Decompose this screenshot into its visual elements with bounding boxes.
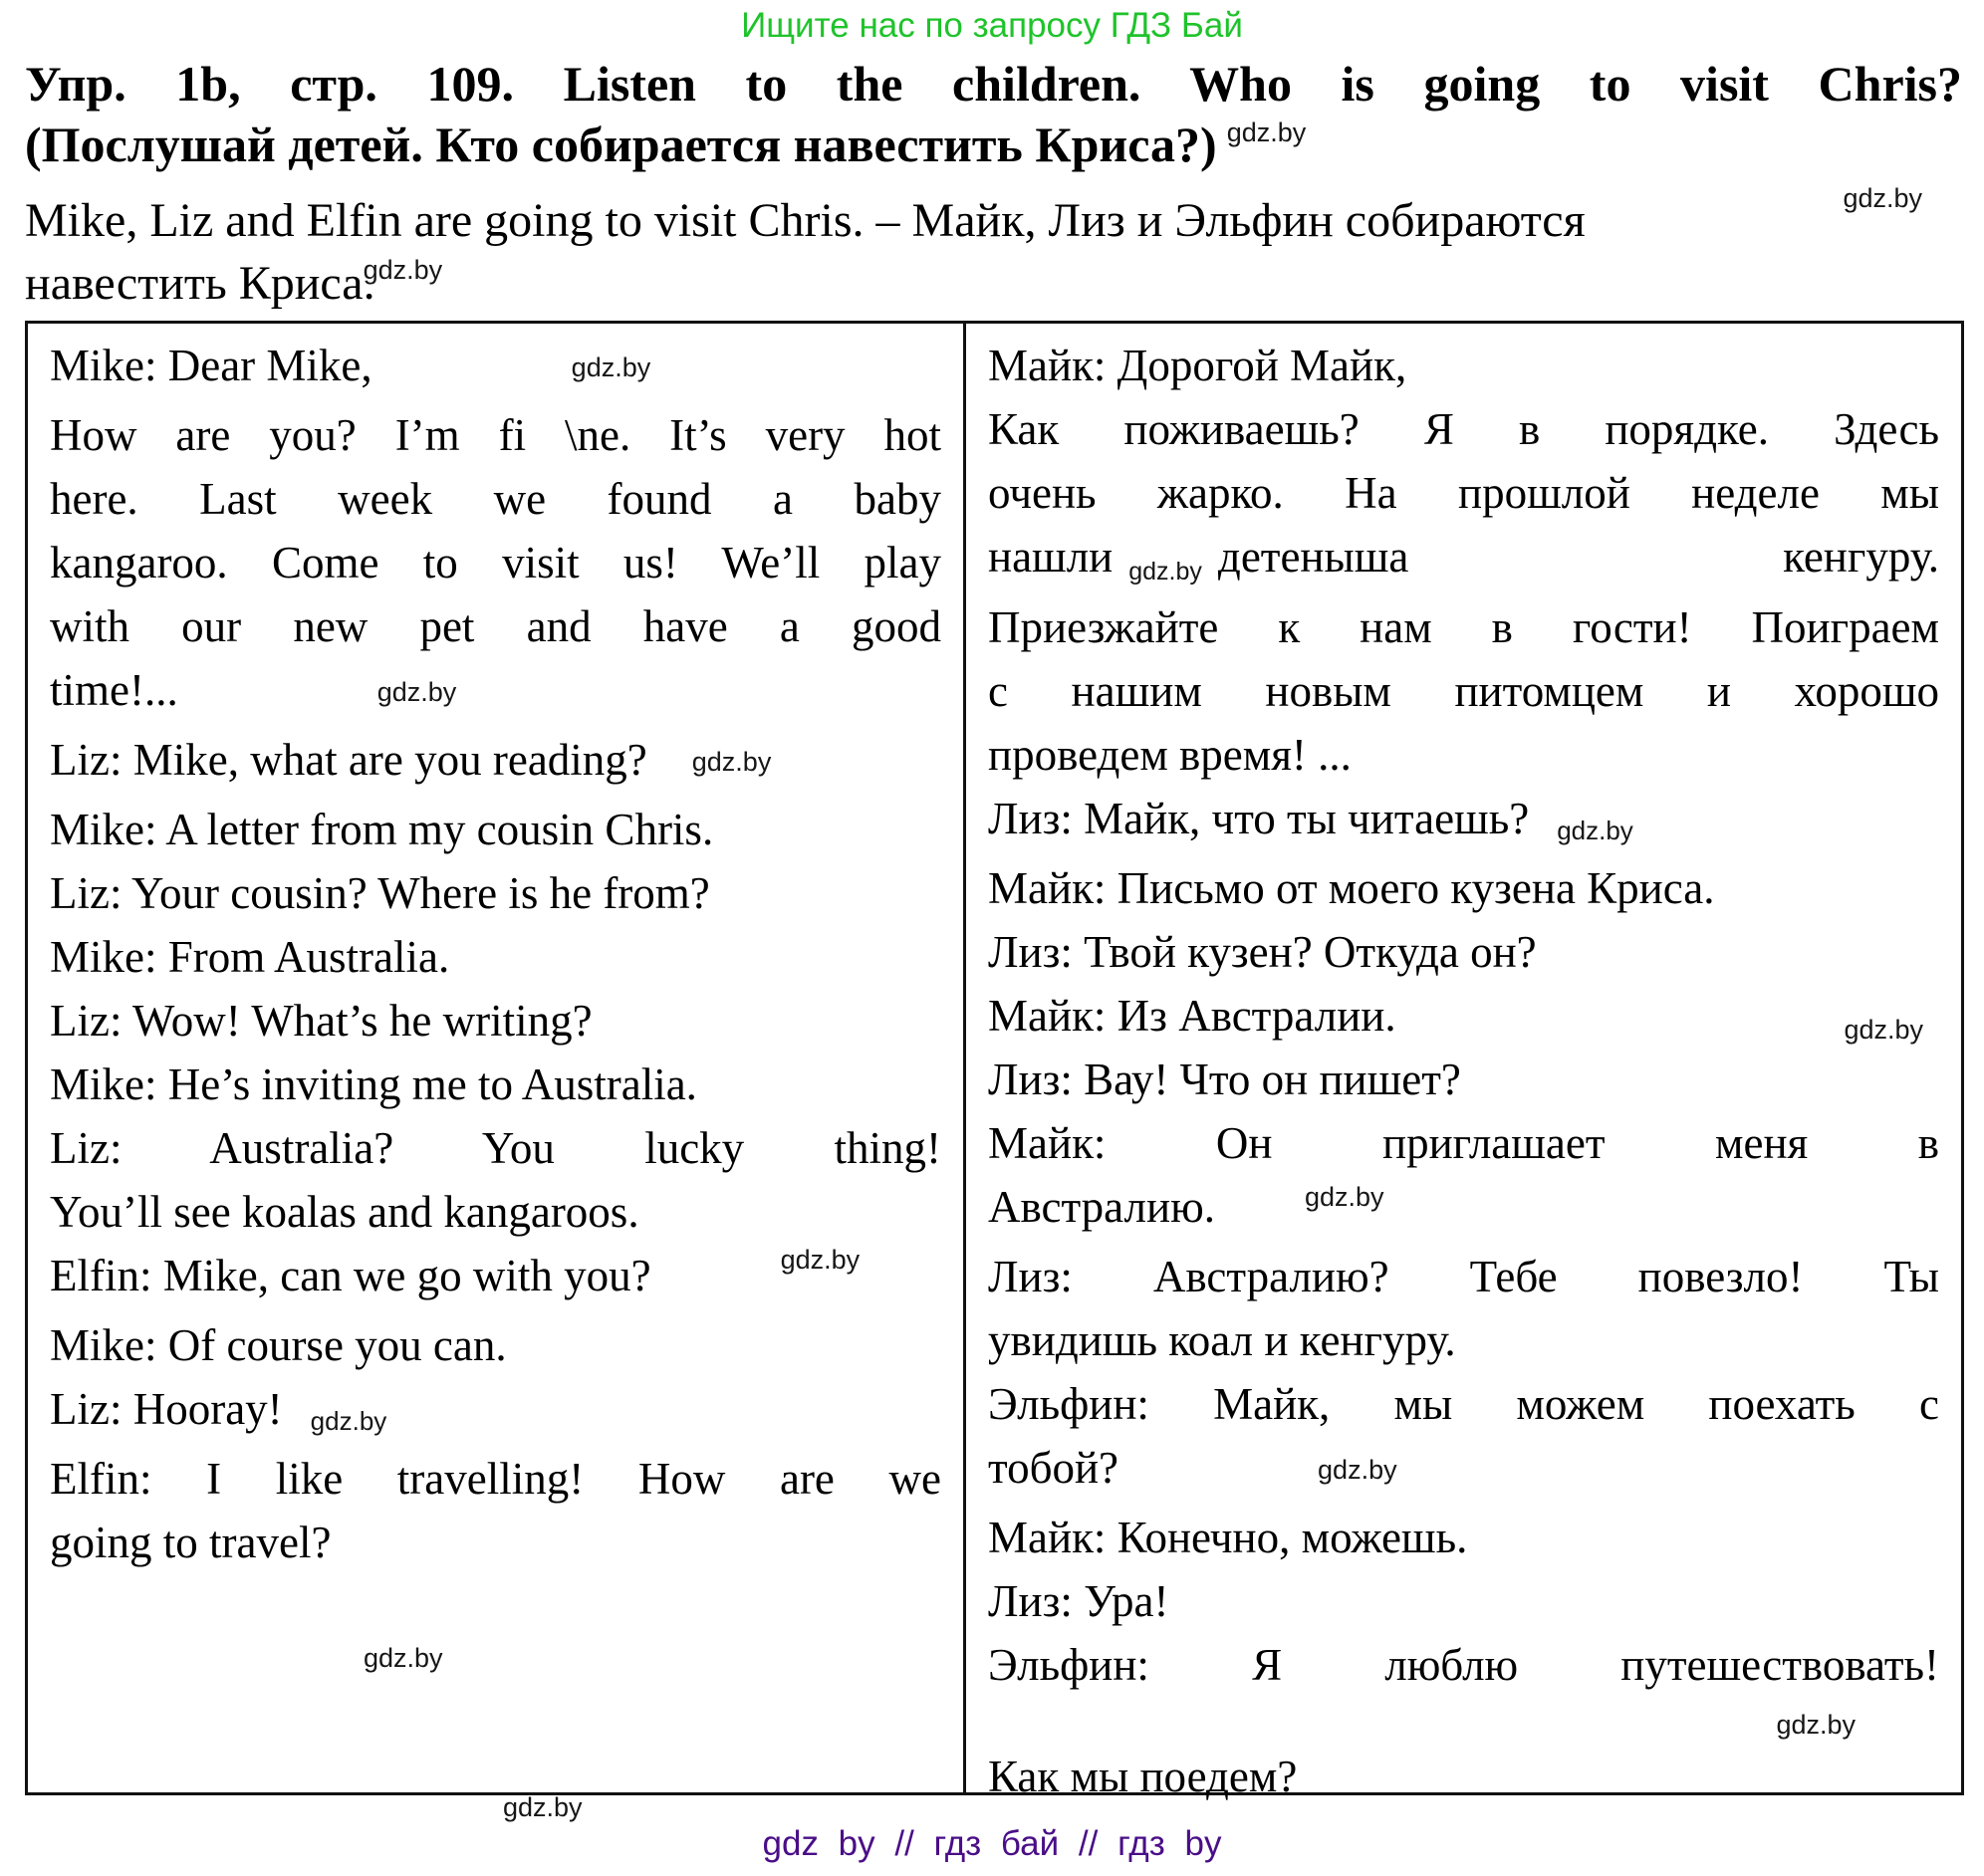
gdz-watermark: gdz.by bbox=[1557, 816, 1633, 845]
dialog-text: Эльфин: Я люблю путешествовать! bbox=[988, 1640, 1939, 1690]
dialog-text: time!... bbox=[50, 665, 178, 715]
dialog-line-en bbox=[50, 467, 941, 531]
dialog-line-ru bbox=[988, 461, 1939, 525]
dialog-text: Elfin: Mike, can we go with you? bbox=[50, 1251, 651, 1300]
dialog-text: нашли bbox=[988, 532, 1114, 582]
gdz-watermark: gdz.by bbox=[1776, 1710, 1856, 1740]
dialog-text: Эльфин: Майк, мы можем поехать с bbox=[988, 1379, 1939, 1429]
dialog-line-ru bbox=[988, 1175, 1939, 1245]
dialog-line-ru bbox=[988, 1372, 1939, 1436]
dialog-line-en bbox=[50, 1313, 941, 1377]
gdz-watermark: gdz.by bbox=[1128, 558, 1202, 586]
dialog-text: Liz: Australia? You lucky thing! bbox=[50, 1123, 941, 1173]
heading-line-2 bbox=[25, 115, 1962, 183]
gdz-watermark: gdz.by bbox=[503, 1792, 583, 1822]
watermark-line bbox=[988, 1699, 1939, 1745]
dialog-line-en bbox=[50, 1053, 941, 1116]
gdz-watermark: gdz.by bbox=[691, 747, 772, 777]
dialog-text: Майк: Он приглашает меня в bbox=[988, 1118, 1939, 1168]
dialog-line-ru bbox=[988, 1048, 1939, 1111]
dialog-line-ru bbox=[988, 1436, 1939, 1506]
dialog-text: Liz: Wow! What’s he writing? bbox=[50, 996, 593, 1046]
dialog-text: Майк: Письмо от моего кузена Криса. bbox=[988, 863, 1715, 913]
dialog-line-ru bbox=[988, 1245, 1939, 1308]
gdz-watermark: gdz.by bbox=[1304, 1182, 1384, 1212]
heading-line-1: Упр. 1b, стр. 109. Listen to the children. Who is going to visit Chris? bbox=[25, 56, 1962, 112]
dialog-text: Лиз: Австралию? Тебе повезло! Ты bbox=[988, 1252, 1939, 1301]
dialog-line-ru bbox=[988, 1633, 1939, 1697]
dialog-line-en bbox=[50, 1447, 941, 1511]
gdz-watermark: gdz.by bbox=[1843, 183, 1922, 213]
dialog-text: kangaroo. Come to visit us! We’ll play bbox=[50, 538, 941, 587]
dialog-text: проведем время! ... bbox=[988, 730, 1352, 780]
dialog-line-en bbox=[50, 798, 941, 861]
dialog-text: Liz: Hooray! bbox=[50, 1384, 283, 1434]
dialog-text: here. Last week we found a baby bbox=[50, 474, 941, 524]
dialog-text: Лиз: Твой кузен? Откуда он? bbox=[988, 927, 1537, 977]
gdz-watermark: gdz.by bbox=[376, 677, 457, 707]
dialog-text: Майк: Дорогой Майк, bbox=[988, 341, 1407, 390]
dialog-text: Liz: Your cousin? Where is he from? bbox=[50, 868, 710, 918]
gdz-watermark: gdz.by bbox=[310, 1406, 387, 1436]
dialog-text: детеныша кенгуру. bbox=[1217, 532, 1939, 582]
intro-paragraph bbox=[25, 189, 1962, 322]
gdz-watermark: gdz.by bbox=[1318, 1455, 1397, 1485]
dialog-line-en bbox=[50, 1377, 941, 1447]
dialog-text: тобой? bbox=[988, 1443, 1119, 1493]
dialog-line-ru bbox=[988, 1745, 1939, 1808]
dialog-line-ru bbox=[988, 525, 1939, 595]
heading-line-2-text: (Послушай детей. Кто собирается навестить Криса?) bbox=[25, 117, 1217, 172]
dialog-line-en bbox=[50, 334, 941, 403]
dialog-line-en bbox=[50, 403, 941, 467]
dialog-text: Mike: From Australia. bbox=[50, 932, 450, 982]
dialog-line-ru bbox=[988, 723, 1939, 787]
dialog-line-ru bbox=[988, 856, 1939, 920]
dialog-line-en bbox=[50, 594, 941, 658]
dialog-line-en bbox=[50, 1511, 941, 1574]
watermark-line bbox=[50, 1781, 941, 1827]
dialog-line-ru bbox=[988, 984, 1939, 1048]
intro-line-2-text: навестить Криса. bbox=[25, 257, 375, 310]
dialog-text: Лиз: Вау! Что он пишет? bbox=[988, 1055, 1461, 1104]
gdz-watermark: gdz.by bbox=[571, 352, 651, 382]
dialog-table bbox=[25, 321, 1964, 1822]
watermark-line bbox=[50, 1632, 941, 1678]
dialog-text: Австралию. bbox=[988, 1182, 1215, 1232]
dialog-line-en bbox=[50, 728, 941, 798]
dialog-line-ru bbox=[988, 1111, 1939, 1175]
dialog-text: очень жарко. На прошлой неделе мы bbox=[988, 468, 1939, 518]
gdz-watermark: gdz.by bbox=[780, 1245, 861, 1275]
gdz-watermark: gdz.by bbox=[1226, 117, 1307, 147]
dialog-text: Mike: Of course you can. bbox=[50, 1320, 507, 1370]
footer-text: gdz by // гдз бай // гдз by bbox=[762, 1824, 1222, 1863]
dialog-text: Mike: Dear Mike, bbox=[50, 341, 372, 390]
dialog-line-en bbox=[50, 1244, 941, 1313]
dialog-text: Лиз: Майк, что ты читаешь? bbox=[988, 794, 1530, 843]
dialog-text: going to travel? bbox=[50, 1518, 332, 1567]
dialog-line-en bbox=[50, 1180, 941, 1244]
dialog-text: Майк: Конечно, можешь. bbox=[988, 1513, 1468, 1562]
dialog-line-en bbox=[50, 989, 941, 1053]
dialog-line-ru bbox=[988, 1506, 1939, 1569]
intro-line-1: Mike, Liz and Elfin are going to visit Chris. – Майк, Лиз и Эльфин собираются bbox=[25, 194, 1586, 247]
dialog-line-ru bbox=[988, 397, 1939, 461]
table-cell-en bbox=[28, 324, 966, 1822]
dialog-line-ru bbox=[988, 920, 1939, 984]
gdz-watermark: gdz.by bbox=[1844, 1015, 1923, 1045]
dialog-line-ru bbox=[988, 1569, 1939, 1633]
table-cell-ru bbox=[966, 324, 1961, 1801]
dialog-text: Как мы поедем? bbox=[988, 1752, 1298, 1801]
dialog-text: Приезжайте к нам в гости! Поиграем bbox=[988, 602, 1939, 652]
dialog-line-en bbox=[50, 925, 941, 989]
dialog-text: Liz: Mike, what are you reading? bbox=[50, 735, 647, 785]
dialog-text: You’ll see koalas and kangaroos. bbox=[50, 1187, 639, 1237]
dialog-text: Майк: Из Австралии. bbox=[988, 991, 1396, 1041]
gdz-watermark: gdz.by bbox=[363, 255, 443, 285]
dialog-line-ru bbox=[988, 595, 1939, 659]
dialog-line-ru bbox=[988, 334, 1939, 397]
dialog-text: Elfin: I like travelling! How are we bbox=[50, 1454, 941, 1504]
dialog-text: увидишь коал и кенгуру. bbox=[988, 1315, 1456, 1365]
dialog-text: with our new pet and have a good bbox=[50, 601, 941, 651]
dialog-text: Лиз: Ура! bbox=[988, 1576, 1169, 1626]
intro-line-2 bbox=[25, 252, 1962, 322]
dialog-line-ru bbox=[988, 787, 1939, 856]
exercise-heading bbox=[25, 54, 1962, 183]
gdz-watermark: gdz.by bbox=[364, 1643, 443, 1673]
dialog-text: с нашим новым питомцем и хорошо bbox=[988, 666, 1939, 716]
dialog-text: How are you? I’m fi \ne. It’s very hot bbox=[50, 410, 941, 460]
dialog-line-en bbox=[50, 658, 941, 728]
dialog-text: Как поживаешь? Я в порядке. Здесь bbox=[988, 404, 1939, 454]
dialog-line-en bbox=[50, 1116, 941, 1180]
dialog-text: Mike: He’s inviting me to Australia. bbox=[50, 1059, 697, 1109]
promo-text: Ищите нас по запросу ГДЗ Бай bbox=[741, 6, 1243, 45]
dialog-line-en bbox=[50, 531, 941, 594]
dialog-line-en bbox=[50, 861, 941, 925]
dialog-line-ru bbox=[988, 1308, 1939, 1372]
dialog-text: Mike: A letter from my cousin Chris. bbox=[50, 805, 714, 854]
dialog-line-ru bbox=[988, 659, 1939, 723]
